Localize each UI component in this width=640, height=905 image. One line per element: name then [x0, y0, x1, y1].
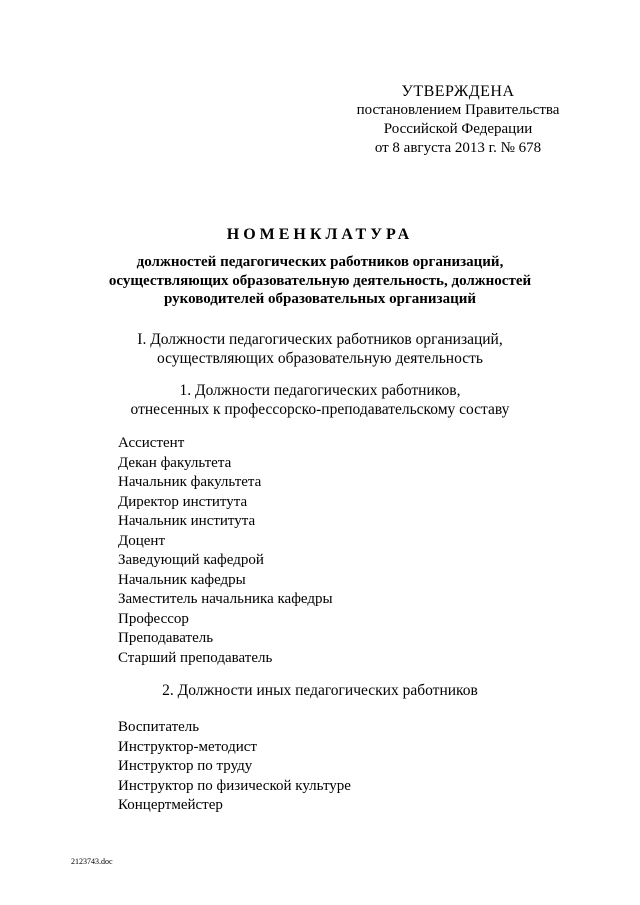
- list-item: Ассистент: [118, 435, 185, 451]
- subsection-1-heading: [70, 381, 570, 419]
- list-item: Декан факультета: [118, 454, 232, 471]
- approval-stamp: УТВЕРЖДЕНА: [401, 83, 515, 100]
- subtitle-line: руководителей образовательных организаций: [164, 291, 476, 307]
- subsection-2-heading: [70, 681, 570, 700]
- subsection-1-list: [118, 434, 333, 668]
- list-item: Концертмейстер: [118, 797, 223, 813]
- list-item: Доцент: [118, 532, 165, 549]
- subtitle-line: осуществляющих образовательную деятельность, должностей: [108, 272, 532, 289]
- list-item: Начальник факультета: [118, 474, 262, 490]
- list-item: Заместитель начальника кафедры: [118, 591, 333, 607]
- heading-line: 2. Должности иных педагогических работников: [162, 682, 478, 699]
- document-title: НОМЕНКЛАТУРА: [226, 226, 414, 243]
- approval-line-1: постановлением Правительства: [356, 102, 560, 118]
- subsection-2-list: [118, 718, 351, 816]
- list-item: Директор института: [118, 493, 248, 510]
- list-item: Инструктор-методист: [118, 738, 257, 755]
- approval-line-2: Российской Федерации: [383, 121, 533, 137]
- list-item: Начальник кафедры: [118, 571, 246, 588]
- document-subtitle: [80, 253, 560, 309]
- heading-line: осуществляющих образовательную деятельность: [157, 350, 483, 367]
- list-item: Преподаватель: [118, 630, 214, 646]
- list-item: Старший преподаватель: [118, 649, 273, 666]
- footer-file-code: 2123743.doc: [71, 857, 113, 866]
- list-item: Инструктор по труду: [118, 758, 253, 774]
- section-1-heading: [70, 330, 570, 368]
- heading-line: I. Должности педагогических работников организаций,: [137, 331, 503, 348]
- heading-line: 1. Должности педагогических работников,: [179, 382, 461, 399]
- approval-line-3: от 8 августа 2013 г. № 678: [374, 140, 542, 156]
- list-item: Воспитатель: [118, 719, 200, 735]
- approval-block: [336, 82, 580, 158]
- heading-line: отнесенных к профессорско-преподавательскому составу: [130, 401, 510, 418]
- list-item: Начальник института: [118, 513, 256, 529]
- list-item: Заведующий кафедрой: [118, 552, 264, 568]
- subtitle-line: должностей педагогических работников организаций,: [136, 254, 504, 270]
- list-item: Профессор: [118, 610, 189, 627]
- list-item: Инструктор по физической культуре: [118, 777, 351, 794]
